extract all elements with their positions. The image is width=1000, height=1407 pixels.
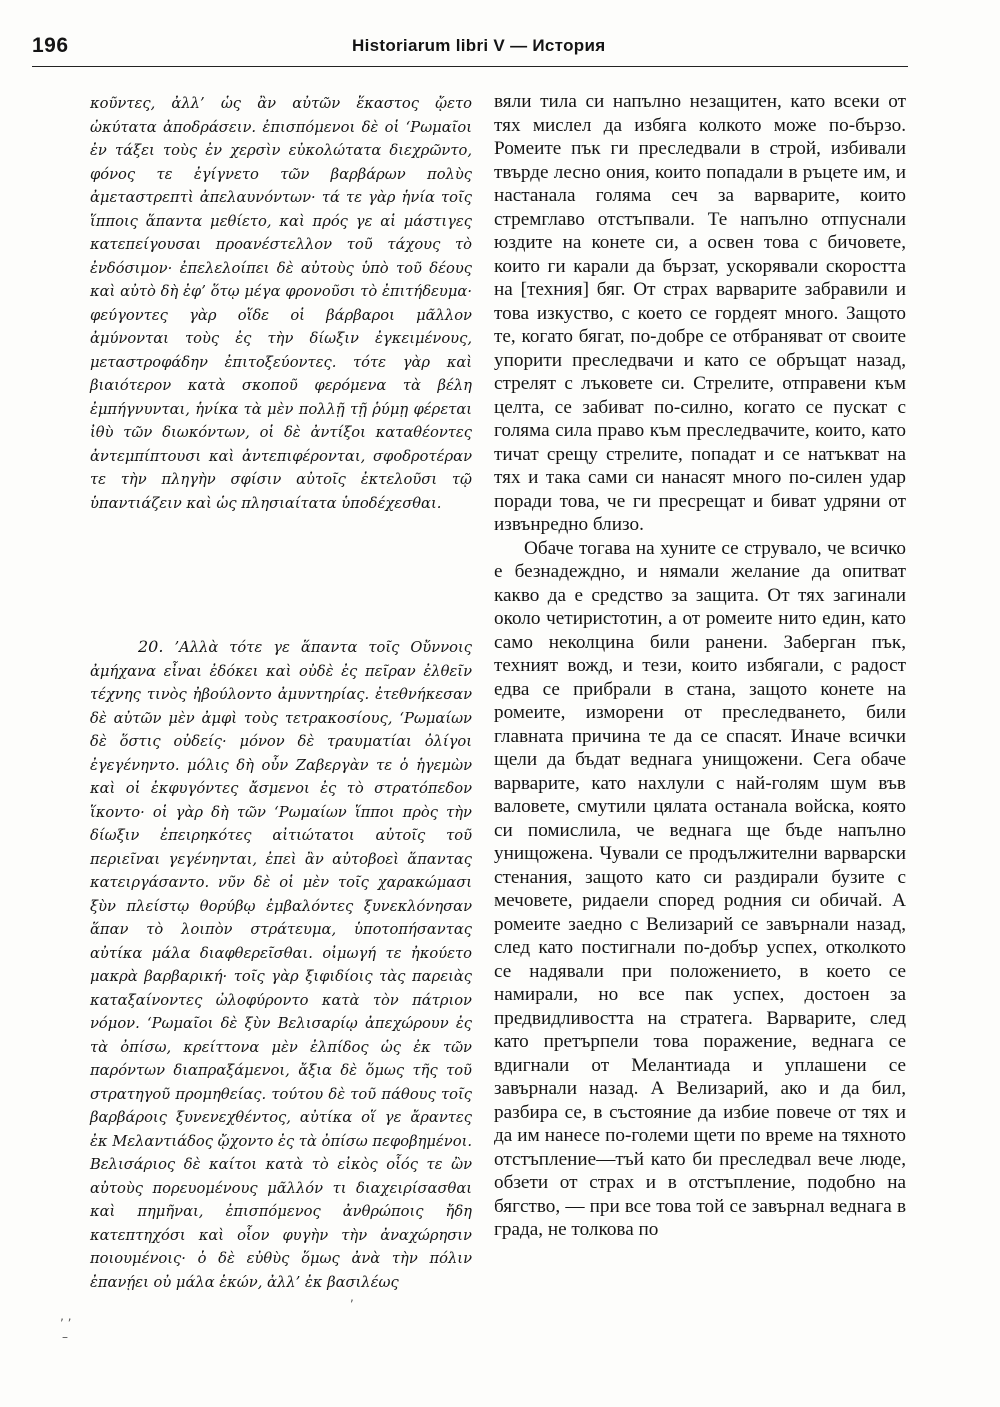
section-number: 20.	[138, 637, 164, 656]
greek-paragraph-2-text: ’Αλλὰ τότε γε ἅπαντα τοῖς Οὔννοις ἀμήχανα εἶναι ἐδόκει καὶ οὐδὲ ἐς πεῖραν ἐλθεῖν τέχνης τινὸς ἠβούλοντο ἀμυντηρίας. ἐτεθνήκεσαν δὲ αὐτῶν μὲν ἀμφὶ τοὺς τετρακοσίους, ‘Ρωμαίων δὲ ὅστις οὐδείς· μόνον δὲ τραυματίαι ὀλίγοι ἐγεγένηντο. μόλις δὴ οὖν Ζαβεργὰν τε ὁ ἡγεμὼν καὶ οἱ ἐκφυγόντες ἄσμενοι ἐς τὸ στρατόπεδον ἵκοντο· οἱ γὰρ δὴ τῶν ‘Ρωμαίων ἵπποι πρὸς τὴν δίωξιν ἐπειρηκότες αἰτιώτατοι αὐτοῖς τοῦ περιεῖναι γεγένηνται, ἐπεὶ ἂν αὐτοβοεὶ ἅπαντας κατειργάσαντο. νῦν δὲ οἱ μὲν τοῖς χαρακώμασι ξὺν πλείστῳ θορύβῳ ἐμβαλόντες ξυνεκλόνησαν ἅπαν τὸ λοιπὸν στράτευμα, ὑποτοπήσαντας αὐτίκα μάλα διαφθερεῖσθαι. οἰμωγή τε ἠκούετο μακρὰ βαρβαρική· τοῖς γὰρ ξιφιδίοις τὰς παρειὰς καταξαίνοντες ὠλοφύροντο κατὰ τὸν πάτριον νόμον. ‘Ρωμαῖοι δὲ ξὺν Βελισαρίῳ ἀπεχώρουν ἐς τὰ ὀπίσω, κρείττονα μὲν ἐλπίδος ὡς ἐκ τῶν παρόντων διαπραξάμενοι, ἄξια δὲ ὅμως τῆς τοῦ στρατηγοῦ προμηθείας. τούτου δὲ τοῦ πάθους τοῖς βαρβάροις ξυνενεχθέντος, αὐτίκα οἵ γε ἄραντες ἐκ Μελαντιάδος ᾤχοντο ἐς τὰ ὀπίσω πεφοβημένοι. Βελισάριος δὲ καίτοι κατὰ τὸ εἰκὸς οἷός τε ὢν αὐτοὺς πορευομένους μᾶλλόν τι διαχειρίσασθαι καὶ πημῆναι, ἐπισπόμενος ἀνθρώποις ἤδη κατεπτηχόσι καὶ οἷον φυγὴν τὴν ἀναχώρησιν ποιουμένοις· ὁ δὲ εὐθὺς ὅμως ἀνὰ τὴν πόλιν ἐπανῄει οὐ μάλα ἑκών, ἀλλ’ ἐκ βασιλέως	[90, 639, 472, 1291]
greek-text-column	[90, 92, 472, 1294]
margin-mark: ‚ ‚	[60, 1309, 72, 1323]
bulgarian-paragraph-2: Обаче тогава на хуните се струвало, че всичко е безнадеждно, и нямали желание да опитват какво да е средство за защита. От тях загинали около четиристотин, а от ромеите нито един, като само неколцина били ранени. Заберган пък, техният вожд, и тези, които избягали, с радост едва се прибрали в стана, защото конете на ромеите, изморени от преследването, били главната причина те да се спасят. Иначе всички щели да бъдат веднага унищожени. Сега обаче варварите, като нахлули с най-голям шум във валовете, смутили цялата останала войска, която си помислила, че веднага ще бъде напълно унищожена. Чували се продължителни варварски стенания, защото като си раздирали бузите с мечовете, ридаели според родния си обичай. А ромеите заедно с Велизарий се завърнали назад, след като постигнали по-добър успех, отколкото се надявали при положението, в което се намирали, но все пак успех, достоен за предвидливостта на стратега. Варварите, след като претърпели това поражение, веднага се вдигнали от Мелантиада и уплашени се завърнали назад. А Велизарий, ако и да бил, разбира се, в състояние да избие повече от тях и да им нанесе по-големи щети по време на тяхното отстъпление—тъй като би преследвал вече люде, обзети от страх и в отстъпление, подобно на бягство, — при все това той се завърнал веднага в града, не толкова по	[494, 537, 906, 1240]
page-header	[32, 30, 908, 67]
bulgarian-paragraph-1: вяли тила си напълно незащитен, като всеки от тях мислел да избяга колкото може по-бързо. Ромеите пък ги преследвали в строй, избивали твърде лесно ония, които попадали в ръцете им, и настанала голяма сеч за варварите, които стремглаво отстъпвали. Те напълно отпуснали юздите на конете си, а освен това с бичовете, които ги карали да бързат, ускорявали скоростта на [техния] бяг. От страх варварите забравили и това изкуство, с което се гордеят много. Защото те, когато бягат, по-добре се отбраняват от своите упорити преследвачи и като се обръщат назад, стрелят с лъковете си. Стрелите, отправени към целта, се забиват по-силно, когато се пускат с голяма сила право към преследвачите, които, като тичат срещу стрелите, попадат и се натъкват на тях и така сами си нанасят много по-силен удар поради това, че ги пресрещат и биват удряни от извънредно близо.	[494, 91, 906, 535]
greek-paragraph-2	[90, 635, 472, 1294]
running-head: Historiarum libri V — История	[352, 36, 606, 55]
bulgarian-text-column	[494, 90, 906, 1242]
greek-paragraph-1: κοῦντες, ἀλλ’ ὡς ἂν αὐτῶν ἕκαστος ᾤετο ὠκύτατα ἀποδράσειν. ἐπισπόμενοι δὲ οἱ ‘Ρωμαῖοι ἐν τάξει τοὺς ἐν χερσὶν εὐκολώτατα διεχρῶντο, φόνος τε ἐγίγνετο τῶν βαρβάρων πολὺς ἀμεταστρεπτὶ ἀπελαυνόντων· τά τε γὰρ ἡνία τοῖς ἵπποις ἅπαντα μεθίετο, καὶ πρός γε αἱ μάστιγες κατεπείγουσαι προανέστελλον τοῦ τάχους τὸ ἐνδόσιμον· ἐπελελοίπει δὲ αὐτοὺς ὑπὸ τοῦ δέους καὶ αὐτὸ δὴ ἐφ’ ὅτῳ μέγα φρονοῦσι τὸ ἐπιτήδευμα· φεύγοντες γὰρ οἵδε οἱ βάρβαροι μᾶλλον ἀμύνονται τοὺς ἐς τὴν δίωξιν ἐγκειμένους, μεταστροφάδην ἐπιτοξεύοντες. τότε γὰρ καὶ βιαιότερον κατὰ σκοποῦ φερόμενα τὰ βέλη ἐμπήγνυνται, ἡνίκα τὰ μὲν πολλῇ τῇ ῥύμῃ φέρεται ἰθὺ τῶν διωκόντων, οἱ δὲ ἀντίξοι καταθέοντες ἀντεμπίπτουσι καὶ ἀντεπιφέρονται, σφοδροτέραν τε τὴν πληγὴν σφίσιν αὐτοῖς ἐκτελοῦσι τῷ ὑπαντιάζειν καὶ ὡς πλησιαίτατα ὑποδέχεσθαι.	[90, 95, 472, 512]
margin-mark: –	[62, 1330, 68, 1344]
page-number: 196	[32, 34, 69, 57]
stray-mark: ,	[350, 1290, 354, 1304]
